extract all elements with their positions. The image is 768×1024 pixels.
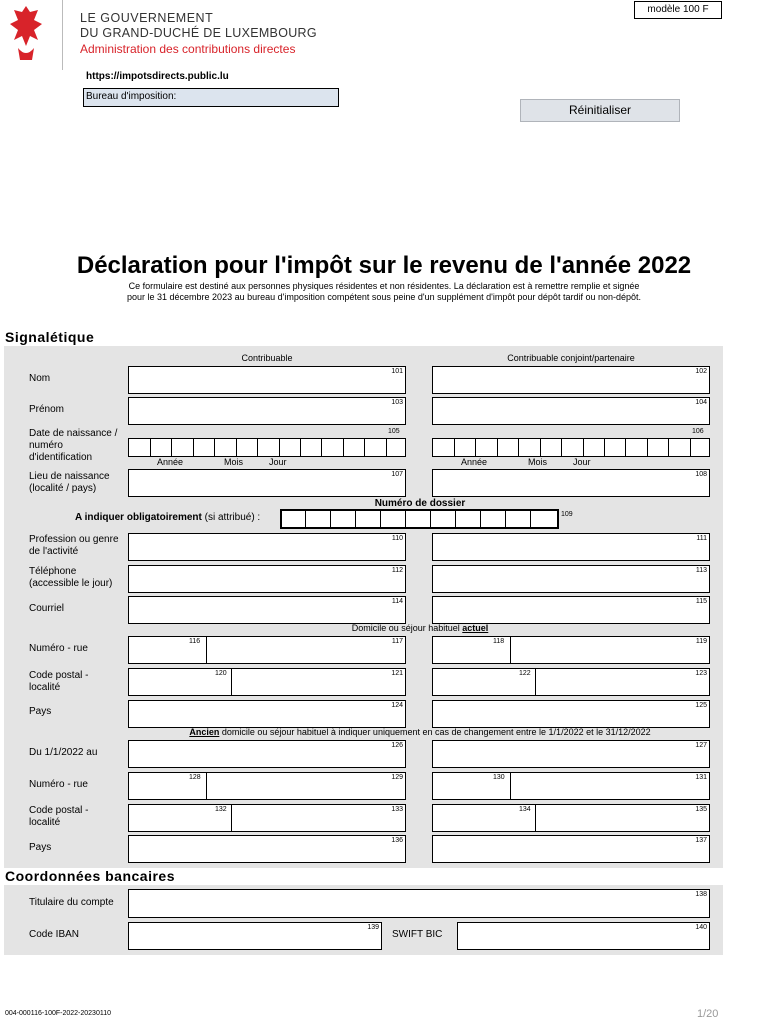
field-number: 134	[519, 806, 531, 813]
ancien-pays-label: Pays	[29, 842, 52, 853]
coordonnees-bancaires-heading: Coordonnées bancaires	[5, 868, 175, 884]
annee-caption-conjoint: Année	[461, 457, 488, 467]
ancien-numero-rue-field-contribuable[interactable]	[128, 772, 406, 800]
swift-label: SWIFT BIC	[392, 929, 443, 940]
field-number: 140	[695, 924, 707, 931]
field-number: 112	[391, 567, 403, 574]
luxembourg-coat-of-arms-logo	[4, 2, 48, 64]
telephone-label	[29, 566, 112, 590]
model-badge: modèle 100 F	[634, 1, 722, 19]
telephone-field-contribuable[interactable]	[128, 565, 406, 593]
ancien-domicile-caption-bold: Ancien	[189, 727, 220, 737]
field-number: 108	[695, 471, 707, 478]
code-postal-label-line2: localité	[29, 682, 61, 693]
field-number: 109	[561, 511, 573, 518]
field-number: 126	[391, 742, 403, 749]
field-number: 116	[189, 638, 201, 645]
ancien-pays-field-conjoint[interactable]	[432, 835, 710, 863]
ancien-numero-rue-label: Numéro - rue	[29, 779, 88, 790]
website-url[interactable]: https://impotsdirects.public.lu	[86, 71, 229, 82]
column-header-conjoint: Contribuable conjoint/partenaire	[507, 353, 635, 363]
profession-field-conjoint[interactable]	[432, 533, 710, 561]
courriel-label: Courriel	[29, 603, 65, 614]
domicile-actuel-caption	[300, 623, 540, 633]
date-naissance-label-line1: Date de naissance /	[29, 428, 118, 439]
bureau-imposition-field[interactable]	[83, 88, 339, 107]
domicile-actuel-caption-prefix: Domicile ou séjour habituel	[351, 623, 463, 633]
numero-dossier-title: Numéro de dossier	[374, 498, 466, 509]
ancien-code-postal-label-line1: Code postal -	[29, 805, 89, 816]
field-number: 104	[695, 399, 707, 406]
numero-rue-field-conjoint[interactable]	[432, 636, 710, 664]
pays-field-contribuable[interactable]	[128, 700, 406, 728]
field-number: 122	[519, 670, 531, 677]
date-naissance-field-conjoint[interactable]	[432, 438, 710, 457]
profession-field-contribuable[interactable]	[128, 533, 406, 561]
nom-field-conjoint[interactable]	[432, 366, 710, 394]
du-field-conjoint[interactable]	[432, 740, 710, 768]
signaletique-heading: Signalétique	[5, 329, 95, 345]
courriel-field-contribuable[interactable]	[128, 596, 406, 624]
field-number: 123	[695, 670, 707, 677]
field-number: 105	[388, 428, 400, 435]
ancien-code-postal-label	[29, 805, 88, 829]
field-number: 139	[367, 924, 379, 931]
profession-label-line2: de l'activité	[29, 546, 79, 557]
field-number: 120	[215, 670, 227, 677]
field-number: 136	[391, 837, 403, 844]
code-postal-field-conjoint[interactable]	[432, 668, 710, 696]
field-number: 107	[391, 471, 403, 478]
profession-label	[29, 534, 119, 558]
field-number: 135	[695, 806, 707, 813]
field-number: 130	[493, 774, 505, 781]
document-code: 004-000116-100F-2022-20230110	[5, 1010, 111, 1017]
field-number: 103	[391, 399, 403, 406]
field-number: 113	[695, 567, 707, 574]
ancien-pays-field-contribuable[interactable]	[128, 835, 406, 863]
annee-caption: Année	[157, 457, 184, 467]
field-number: 127	[695, 742, 707, 749]
lieu-naissance-label	[29, 471, 110, 495]
page-number: 1/20	[697, 1008, 719, 1020]
iban-label: Code IBAN	[29, 929, 80, 940]
lieu-naissance-field-conjoint[interactable]	[432, 469, 710, 497]
field-number: 137	[695, 837, 707, 844]
field-number: 132	[215, 806, 227, 813]
pays-field-conjoint[interactable]	[432, 700, 710, 728]
code-postal-label	[29, 670, 88, 694]
field-number: 119	[695, 638, 707, 645]
ancien-domicile-caption	[128, 727, 712, 737]
page-subtitle-line1: Ce formulaire est destiné aux personnes physiques résidentes et non résidentes. La déclaration est à remettre remplie et signée	[128, 281, 640, 291]
field-number: 117	[391, 638, 403, 645]
mois-caption: Mois	[224, 457, 244, 467]
field-number: 128	[189, 774, 201, 781]
iban-field[interactable]	[128, 922, 382, 950]
domicile-actuel-caption-bold: actuel	[462, 623, 489, 633]
prenom-field-contribuable[interactable]	[128, 397, 406, 425]
field-number: 115	[695, 598, 707, 605]
administration-name: Administration des contributions directes	[80, 42, 296, 56]
header-divider	[62, 0, 63, 70]
prenom-label: Prénom	[29, 404, 65, 415]
telephone-label-line2: (accessible le jour)	[29, 578, 113, 589]
lieu-naissance-label-line2: (localité / pays)	[29, 483, 97, 494]
titulaire-label: Titulaire du compte	[29, 897, 114, 908]
nom-field-contribuable[interactable]	[128, 366, 406, 394]
page-subtitle-line2: pour le 31 décembre 2023 au bureau d'imposition compétent sous peine d'un supplément d'impôt pour dépôt tardif ou non-dépôt.	[127, 292, 641, 302]
numero-dossier-instruction	[75, 512, 260, 523]
ancien-code-postal-field-contribuable[interactable]	[128, 804, 406, 832]
page-title: Déclaration pour l'impôt sur le revenu de l'année 2022	[76, 252, 692, 279]
date-naissance-label-line2: numéro	[29, 440, 63, 451]
date-naissance-field-contribuable[interactable]	[128, 438, 406, 457]
jour-caption-conjoint: Jour	[573, 457, 591, 467]
jour-caption: Jour	[269, 457, 287, 467]
prenom-field-conjoint[interactable]	[432, 397, 710, 425]
telephone-label-line1: Téléphone	[29, 566, 77, 577]
ancien-numero-rue-field-conjoint[interactable]	[432, 772, 710, 800]
numero-rue-label: Numéro - rue	[29, 643, 88, 654]
ancien-code-postal-field-conjoint[interactable]	[432, 804, 710, 832]
pays-label: Pays	[29, 706, 52, 717]
du-label: Du 1/1/2022 au	[29, 747, 98, 758]
ancien-domicile-caption-rest: domicile ou séjour habituel à indiquer uniquement en cas de changement entre le 1/1/2022 et le 31/12/2022	[219, 727, 651, 737]
lieu-naissance-field-contribuable[interactable]	[128, 469, 406, 497]
du-field-contribuable[interactable]	[128, 740, 406, 768]
nom-label: Nom	[29, 373, 51, 384]
numero-dossier-instruction-bold: A indiquer obligatoirement	[75, 512, 202, 523]
field-number: 133	[391, 806, 403, 813]
field-number: 121	[391, 670, 403, 677]
field-number: 118	[493, 638, 505, 645]
ancien-code-postal-label-line2: localité	[29, 817, 61, 828]
field-number: 138	[695, 891, 707, 898]
date-naissance-label	[29, 428, 117, 464]
field-number: 111	[696, 535, 707, 542]
field-number: 101	[391, 368, 403, 375]
numero-dossier-field[interactable]	[280, 509, 559, 529]
field-number: 114	[391, 598, 403, 605]
swift-field[interactable]	[457, 922, 710, 950]
mois-caption-conjoint: Mois	[528, 457, 548, 467]
field-number: 129	[391, 774, 403, 781]
courriel-field-conjoint[interactable]	[432, 596, 710, 624]
field-number: 125	[695, 702, 707, 709]
lieu-naissance-label-line1: Lieu de naissance	[29, 471, 110, 482]
field-number: 110	[391, 535, 403, 542]
reset-button[interactable]: Réinitialiser	[520, 99, 680, 122]
numero-rue-field-contribuable[interactable]	[128, 636, 406, 664]
titulaire-field[interactable]	[128, 889, 710, 918]
field-number: 124	[391, 702, 403, 709]
field-number: 131	[695, 774, 707, 781]
field-number: 102	[695, 368, 707, 375]
field-number: 106	[692, 428, 704, 435]
profession-label-line1: Profession ou genre	[29, 534, 119, 545]
date-naissance-label-line3: d'identification	[29, 452, 93, 463]
code-postal-label-line1: Code postal -	[29, 670, 89, 681]
numero-dossier-instruction-rest: (si attribué) :	[201, 512, 261, 523]
government-name-line2: DU GRAND-DUCHÉ DE LUXEMBOURG	[80, 26, 317, 40]
government-name-line1: LE GOUVERNEMENT	[80, 11, 214, 25]
telephone-field-conjoint[interactable]	[432, 565, 710, 593]
code-postal-field-contribuable[interactable]	[128, 668, 406, 696]
bureau-imposition-label: Bureau d'imposition:	[86, 91, 177, 102]
column-header-contribuable: Contribuable	[241, 353, 293, 363]
